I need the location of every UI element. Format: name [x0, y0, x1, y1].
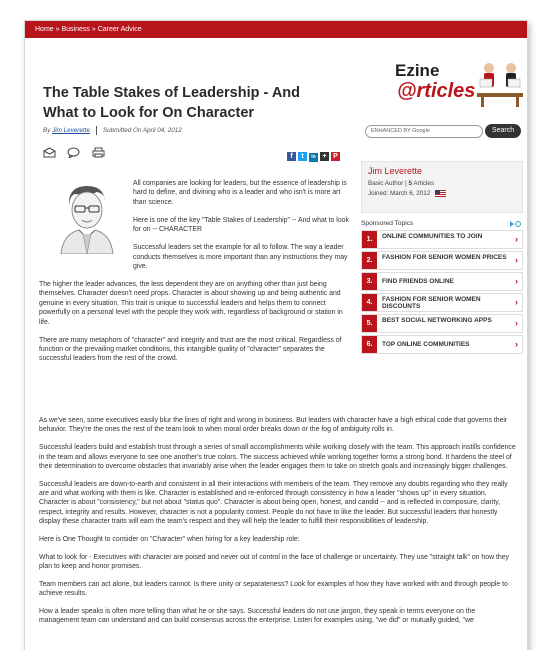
- byline-prefix: By: [43, 127, 53, 135]
- item-label: BEST SOCIAL NETWORKING APPS: [382, 317, 492, 324]
- item-number: 4.: [362, 294, 377, 311]
- paragraph: Successful leaders set the example for all to follow. The way a leader conducts themselves is more important than any instructions they may give.: [133, 244, 348, 271]
- search-placeholder: ENHANCED BY Google: [371, 128, 430, 134]
- breadcrumb-separator: »: [89, 26, 98, 33]
- search-input[interactable]: [365, 125, 483, 138]
- chevron-right-icon: ›: [515, 318, 518, 328]
- pinterest-icon[interactable]: P: [331, 152, 340, 161]
- paragraph: There are many metaphors of "character" and integrity and trust are the most critical. Regardless of function or the prevailing market conditions, this intangible quality of "character" separates the successful leaders from the rest of the crowd.: [39, 336, 342, 363]
- chevron-right-icon: ›: [515, 276, 518, 286]
- author-box-name[interactable]: Jim Leverette: [368, 166, 423, 176]
- google-plus-icon[interactable]: +: [320, 152, 329, 161]
- item-label: FASHION FOR SENIOR WOMEN PRICES: [382, 254, 507, 261]
- adchoices-icon[interactable]: [509, 220, 521, 228]
- article-actions: [43, 145, 112, 159]
- sponsored-item-4[interactable]: [361, 293, 523, 312]
- item-label: FIND FRIENDS ONLINE: [382, 278, 454, 285]
- chevron-right-icon: ›: [515, 255, 518, 265]
- article-body-top: [39, 179, 355, 372]
- linkedin-icon[interactable]: in: [309, 153, 318, 162]
- item-number: 3.: [362, 273, 377, 290]
- byline-divider: [96, 126, 97, 135]
- paragraph: Here is one of the key "Table Stakes of Leadership" -- And what to look for on -- CHARACTER: [133, 216, 349, 234]
- paragraph: All companies are looking for leaders, but the essence of leadership is hard to define, and divining who is a leader and who isn't is more art than science.: [133, 180, 347, 206]
- item-number: 6.: [362, 336, 377, 353]
- chevron-right-icon: ›: [515, 297, 518, 307]
- paragraph: Here is One Thought to consider on "Character" when hiring for a key leadership role:: [39, 535, 300, 543]
- breadcrumb-home[interactable]: Home: [35, 26, 54, 33]
- item-label: FASHION FOR SENIOR WOMEN DISCOUNTS: [382, 296, 481, 311]
- breadcrumb-career-advice[interactable]: Career Advice: [97, 26, 142, 33]
- sponsored-item-6[interactable]: [361, 335, 523, 354]
- author-level-label: Basic Author: [368, 180, 404, 187]
- photo-space: [39, 179, 133, 263]
- chevron-right-icon: ›: [515, 234, 518, 244]
- sponsored-item-2[interactable]: [361, 251, 523, 270]
- sponsored-item-1[interactable]: [361, 230, 523, 249]
- submitted-date: Submitted On April 04, 2012: [102, 127, 182, 135]
- print-icon[interactable]: [92, 145, 105, 163]
- sponsored-heading-text: Sponsored Topics: [361, 220, 414, 227]
- article-body-bottom: [39, 416, 517, 634]
- sponsored-item-3[interactable]: [361, 272, 523, 291]
- us-flag-icon: [435, 190, 446, 197]
- sponsored-heading: [361, 220, 523, 230]
- reading-people-icon: [475, 59, 525, 107]
- article-title: The Table Stakes of Leadership - And What to Look for On Character: [43, 85, 301, 121]
- sponsored-item-5[interactable]: [361, 314, 523, 333]
- logo-line-1: Ezine: [395, 61, 440, 80]
- twitter-icon[interactable]: t: [298, 152, 307, 161]
- paragraph: As we've seen, some executives easily blur the lines of right and wrong in business. But leaders with character have a high ethical code that governs their behavior. They're the ones the rest of the team look to when moral order breaks down or the fog of ambiguity rolls in.: [39, 417, 508, 434]
- author-box: [361, 161, 523, 213]
- ezinearticles-logo[interactable]: [395, 59, 525, 115]
- item-label: TOP ONLINE COMMUNITIES: [382, 341, 470, 348]
- paragraph: Successful leaders build and establish trust through a series of small accomplishments while working closely with the team. This approach instills confidence in the team and allows everyone to see one another's true colors. The success achieved while working together forms a strong bond. It hardens the steel of their determination to overcome obstacles that invariably arise when the leader engages them to take on stretch goals and increasingly bigger challenges.: [39, 444, 516, 470]
- item-label: ONLINE COMMUNITIES TO JOIN: [382, 233, 483, 240]
- breadcrumb: [25, 21, 527, 38]
- author-joined: [368, 189, 516, 199]
- author-link[interactable]: Jim Leverette: [52, 127, 90, 135]
- sponsored-topics: [361, 220, 523, 356]
- byline: [43, 126, 182, 135]
- share-icons: [287, 145, 342, 163]
- author-meta-separator: |: [403, 180, 409, 187]
- author-level: [368, 179, 516, 189]
- item-number: 5.: [362, 315, 377, 332]
- breadcrumb-business[interactable]: Business: [61, 26, 90, 33]
- item-number: 1.: [362, 231, 377, 248]
- logo-line-2: @rticles: [397, 80, 476, 102]
- email-icon[interactable]: [43, 145, 56, 163]
- breadcrumb-separator: »: [53, 26, 62, 33]
- author-article-count: 5: [408, 180, 413, 187]
- author-article-label[interactable]: Articles: [412, 180, 435, 187]
- article-page: [24, 20, 528, 650]
- paragraph: What to look for - Executives with character are poised and never out of control in the face of challenge or uncertainty. They use "straight talk" on how they plan to keep and honor promises.: [39, 553, 510, 571]
- comment-icon[interactable]: [67, 145, 80, 163]
- paragraph: Successful leaders are down-to-earth and consistent in all their interactions with members of the team. They remove any doubts regarding who they really are and what working with them is like. Character is established and re-enforced through consistency in how a leader "shows up" in every situation. Character is about "consistency," but not about "status quo". Character is about being open, honest, and candid -- and is reflected in composure, clarity, respect, integrity and results. However, character is not a popularity contest. People do not have to like the leader. But successful leaders that honestly display these character traits will earn the team's respect and they will help the leader to fulfill their responsibilities of leadership.: [39, 480, 508, 526]
- author-joined-date: Joined: March 6, 2012: [368, 190, 431, 197]
- paragraph: The higher the leader advances, the less dependent they are on anything other than just being themselves. Character doesn't need props. Character is about showing up and being authentic and genuine in every situation. This trait is unique to successful leaders and helps them to connect powerfully on a personal level with the people they work with, regardless of background or station in life.: [39, 281, 343, 326]
- chevron-right-icon: ›: [515, 339, 518, 349]
- item-number: 2.: [362, 252, 377, 269]
- search-button[interactable]: Search: [485, 124, 521, 138]
- paragraph: How a leader speaks is often more telling than what he or she says. Successful leaders do not use jargon, they speak in terms everyone on the management team can understand and can build consensus across the enterprise. Listen for examples using, "we did" or mutually guided, "we: [39, 607, 476, 625]
- paragraph: Team members can act alone, but leaders cannot. Is there unity or separateness? Look for examples of how they have worked with and through people to achieve results.: [39, 580, 508, 598]
- facebook-icon[interactable]: f: [287, 152, 296, 161]
